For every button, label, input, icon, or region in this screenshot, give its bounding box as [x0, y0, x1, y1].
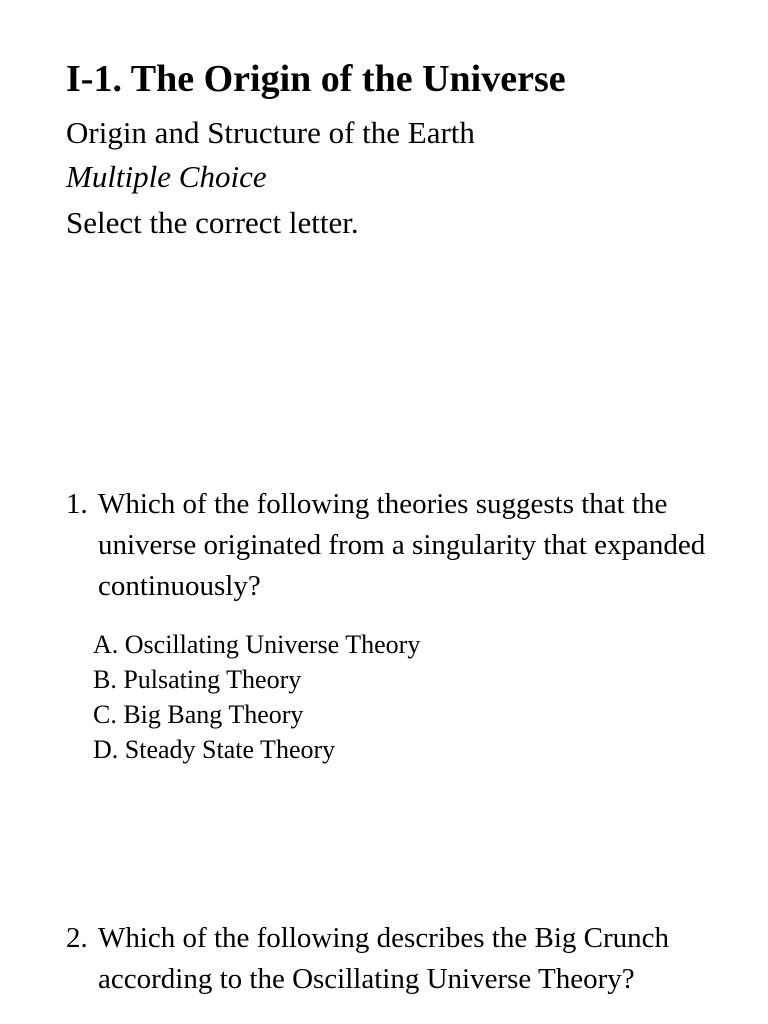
question-1-text: Which of the following theories suggests that the universe originated from a singularity that expanded continuously?	[98, 488, 706, 602]
question-1	[66, 484, 746, 607]
question-2-text: Which of the following describes the Big Crunch according to the Oscillating Universe Theory?	[98, 922, 670, 995]
choice-c[interactable]: C. Big Bang Theory	[93, 700, 304, 729]
choice-a[interactable]: A. Oscillating Universe Theory	[93, 630, 421, 659]
question-type-label: Multiple Choice	[66, 159, 267, 194]
question-2-number: 2.	[66, 922, 88, 954]
instructions-text: Select the correct letter.	[66, 205, 359, 240]
choice-b[interactable]: B. Pulsating Theory	[93, 665, 302, 694]
page-subtitle: Origin and Structure of the Earth	[66, 115, 475, 150]
question-1-number: 1.	[66, 488, 88, 520]
page-title: I-1. The Origin of the Universe	[66, 58, 566, 100]
question-2	[66, 918, 746, 1000]
question-1-choices	[93, 627, 420, 767]
choice-d[interactable]: D. Steady State Theory	[93, 735, 336, 764]
